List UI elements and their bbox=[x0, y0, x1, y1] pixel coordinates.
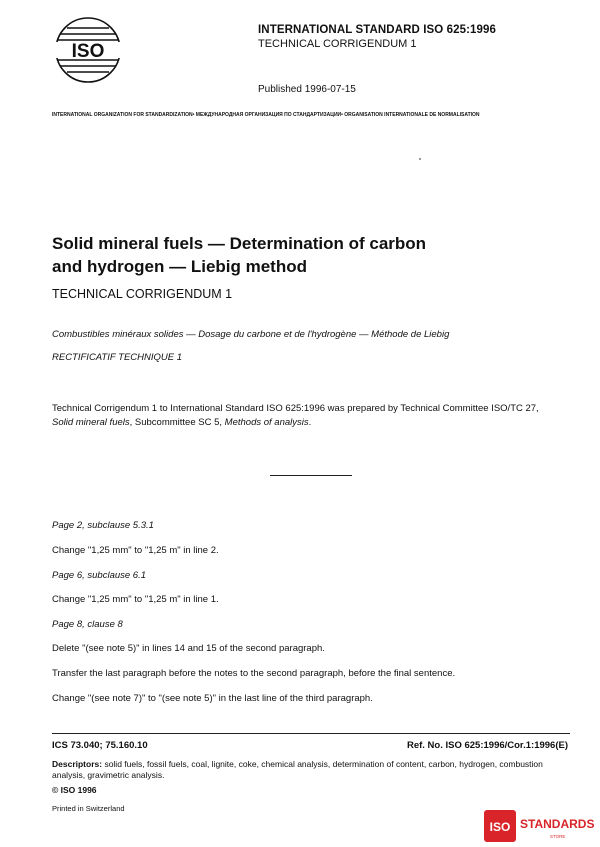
badge-label: STANDARDS bbox=[520, 817, 595, 831]
iso-logo-text: ISO bbox=[71, 41, 105, 62]
printed-in: Printed in Switzerland bbox=[52, 804, 125, 813]
intro-committee-name: Solid mineral fuels bbox=[52, 416, 130, 428]
technical-corrigendum-label: TECHNICAL CORRIGENDUM 1 bbox=[52, 287, 233, 301]
change-text-3b: Transfer the last paragraph before the notes to the second paragraph, before the final sentence. bbox=[52, 668, 456, 679]
organization-line: INTERNATIONAL ORGANIZATION FOR STANDARDIZATION• МЕЖДУНАРОДНАЯ ОРГАНИЗАЦИЯ ПО СТАНДАРТИЗАЦИИ• ORGANISATION INTERNATIONALE DE NORMALISATION bbox=[52, 112, 480, 118]
change-heading-3: Page 8, clause 8 bbox=[52, 619, 123, 630]
iso-logo bbox=[40, 14, 136, 86]
change-text-2: Change "1,25 mm" to "1,25 m" in line 1. bbox=[52, 594, 219, 605]
french-rectificatif: RECTIFICATIF TECHNIQUE 1 bbox=[52, 352, 183, 363]
change-heading-1: Page 2, subclause 5.3.1 bbox=[52, 520, 154, 531]
document-title bbox=[52, 232, 512, 278]
change-text-1: Change "1,25 mm" to "1,25 m" in line 2. bbox=[52, 545, 219, 556]
intro-paragraph bbox=[52, 402, 562, 429]
standard-title: INTERNATIONAL STANDARD ISO 625:1996 bbox=[258, 24, 497, 36]
badge-logo-text: ISO bbox=[489, 820, 511, 834]
change-text-3a: Delete "(see note 5)" in lines 14 and 15 of the second paragraph. bbox=[52, 643, 325, 654]
ics-codes: ICS 73.040; 75.160.10 bbox=[52, 740, 148, 751]
copyright: © ISO 1996 bbox=[52, 785, 97, 795]
change-text-3c: Change "(see note 7)" to "(see note 5)" in the last line of the third paragraph. bbox=[52, 693, 373, 704]
title-line-1: Solid mineral fuels — Determination of carbon bbox=[52, 234, 427, 253]
reference-number: Ref. No. ISO 625:1996/Cor.1:1996(E) bbox=[406, 740, 568, 751]
corrigendum-number: TECHNICAL CORRIGENDUM 1 bbox=[258, 38, 417, 50]
standards-store-badge[interactable] bbox=[484, 807, 596, 845]
descriptors-text: solid fuels, fossil fuels, coal, lignite, coke, chemical analysis, determination of content, carbon, hydrogen, combustion analysis, gravimetric analysis. bbox=[52, 759, 543, 780]
separator-rule bbox=[270, 475, 352, 476]
descriptors-label: Descriptors: bbox=[52, 759, 103, 769]
footer-rule bbox=[52, 733, 570, 734]
stray-mark bbox=[419, 158, 421, 160]
title-line-2: and hydrogen — Liebig method bbox=[52, 257, 307, 276]
french-title: Combustibles minéraux solides — Dosage du carbone et de l'hydrogène — Méthode de Liebig bbox=[52, 329, 450, 340]
published-date: Published 1996-07-15 bbox=[258, 84, 356, 95]
badge-sublabel: STORE bbox=[550, 834, 566, 839]
intro-text-3: , Subcommittee SC 5, bbox=[129, 416, 225, 428]
intro-text-5: . bbox=[308, 416, 312, 428]
change-heading-2: Page 6, subclause 6.1 bbox=[52, 570, 147, 581]
descriptors bbox=[52, 759, 572, 781]
intro-text-1: Technical Corrigendum 1 to International Standard ISO 625:1996 was prepared by Technical Committee ISO/TC 27, bbox=[52, 403, 539, 414]
intro-subcommittee-name: Methods of analysis bbox=[224, 416, 309, 428]
